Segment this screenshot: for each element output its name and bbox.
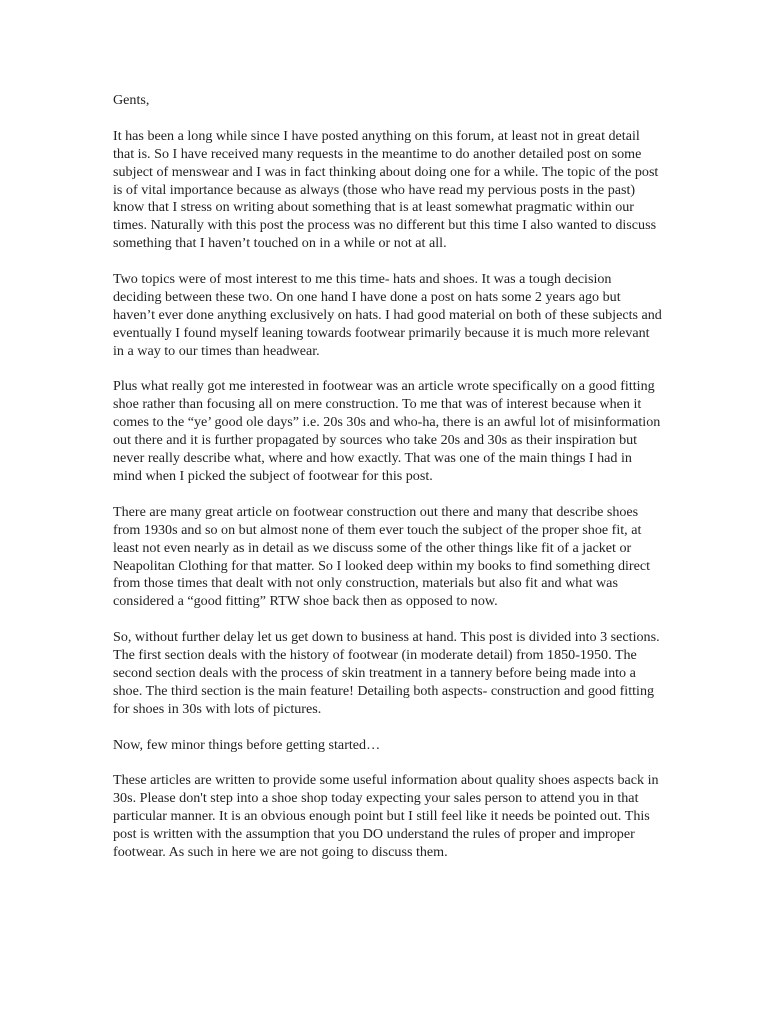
paragraph-6: Now, few minor things before getting started…: [113, 736, 381, 753]
paragraph-7: These articles are written to provide some useful information about quality shoes aspects back in 30s. Please don't step into a shoe shop today expecting your sales person to attend you in that particular manner. It is an obvious enough point but I still feel like it needs be pointed out. This post is written with the assumption that you DO understand the rules of proper and improper footwear. As such in here we are not going to discuss them.: [113, 772, 659, 860]
salutation: Gents,: [113, 92, 150, 108]
paragraph-4: There are many great article on footwear construction out there and many that describe shoes from 1930s and so on but almost none of them ever touch the subject of the proper shoe fit, at least not even nearly as in detail as we discuss some of the other things like fit of a jacket or Neapolitan Clothing for that matter. So I looked deep within my books to find something direct from those times that dealt with not only construction, materials but also fit and what was considered a “good fitting” RTW shoe back then as opposed to now.: [113, 503, 651, 610]
paragraph-1: It has been a long while since I have posted anything on this forum, at least not in great detail that is. So I have received many requests in the meantime to do another detailed post on some subject of menswear and I was in fact thinking about doing one for a while. The topic of the post is of vital importance because as always (those who have read my pervious posts in the past) know that I stress on writing about something that is at least somewhat pragmatic within our times. Naturally with this post the process was no different but this time I also wanted to discuss something that I haven’t touched on in a while or not at all.: [113, 127, 659, 252]
paragraph-2: Two topics were of most interest to me this time- hats and shoes. It was a tough decision deciding between these two. On one hand I have done a post on hats some 2 years ago but haven’t ever done anything exclusively on hats. I had good material on both of these subjects and eventually I found myself leaning towards footwear primarily because it is much more relevant in a way to our times than headwear.: [113, 271, 662, 359]
paragraph-5: So, without further delay let us get down to business at hand. This post is divided into 3 sections. The first section deals with the history of footwear (in moderate detail) from 1850-1950. The second section deals with the process of skin treatment in a tannery before being made into a shoe. The third section is the main feature! Detailing both aspects- construction and good fitting for shoes in 30s with lots of pictures.: [113, 629, 660, 717]
letter-body: [113, 92, 663, 880]
paragraph-3: Plus what really got me interested in footwear was an article wrote specifically on a good fitting shoe rather than focusing all on mere construction. To me that was of interest because when it comes to the “ye’ good ole days” i.e. 20s 30s and who-ha, there is an awful lot of misinformation out there and it is further propagated by sources who take 20s and 30s as their inspiration but never really describe what, where and how exactly. That was one of the main things I had in mind when I picked the subject of footwear for this post.: [113, 378, 661, 484]
